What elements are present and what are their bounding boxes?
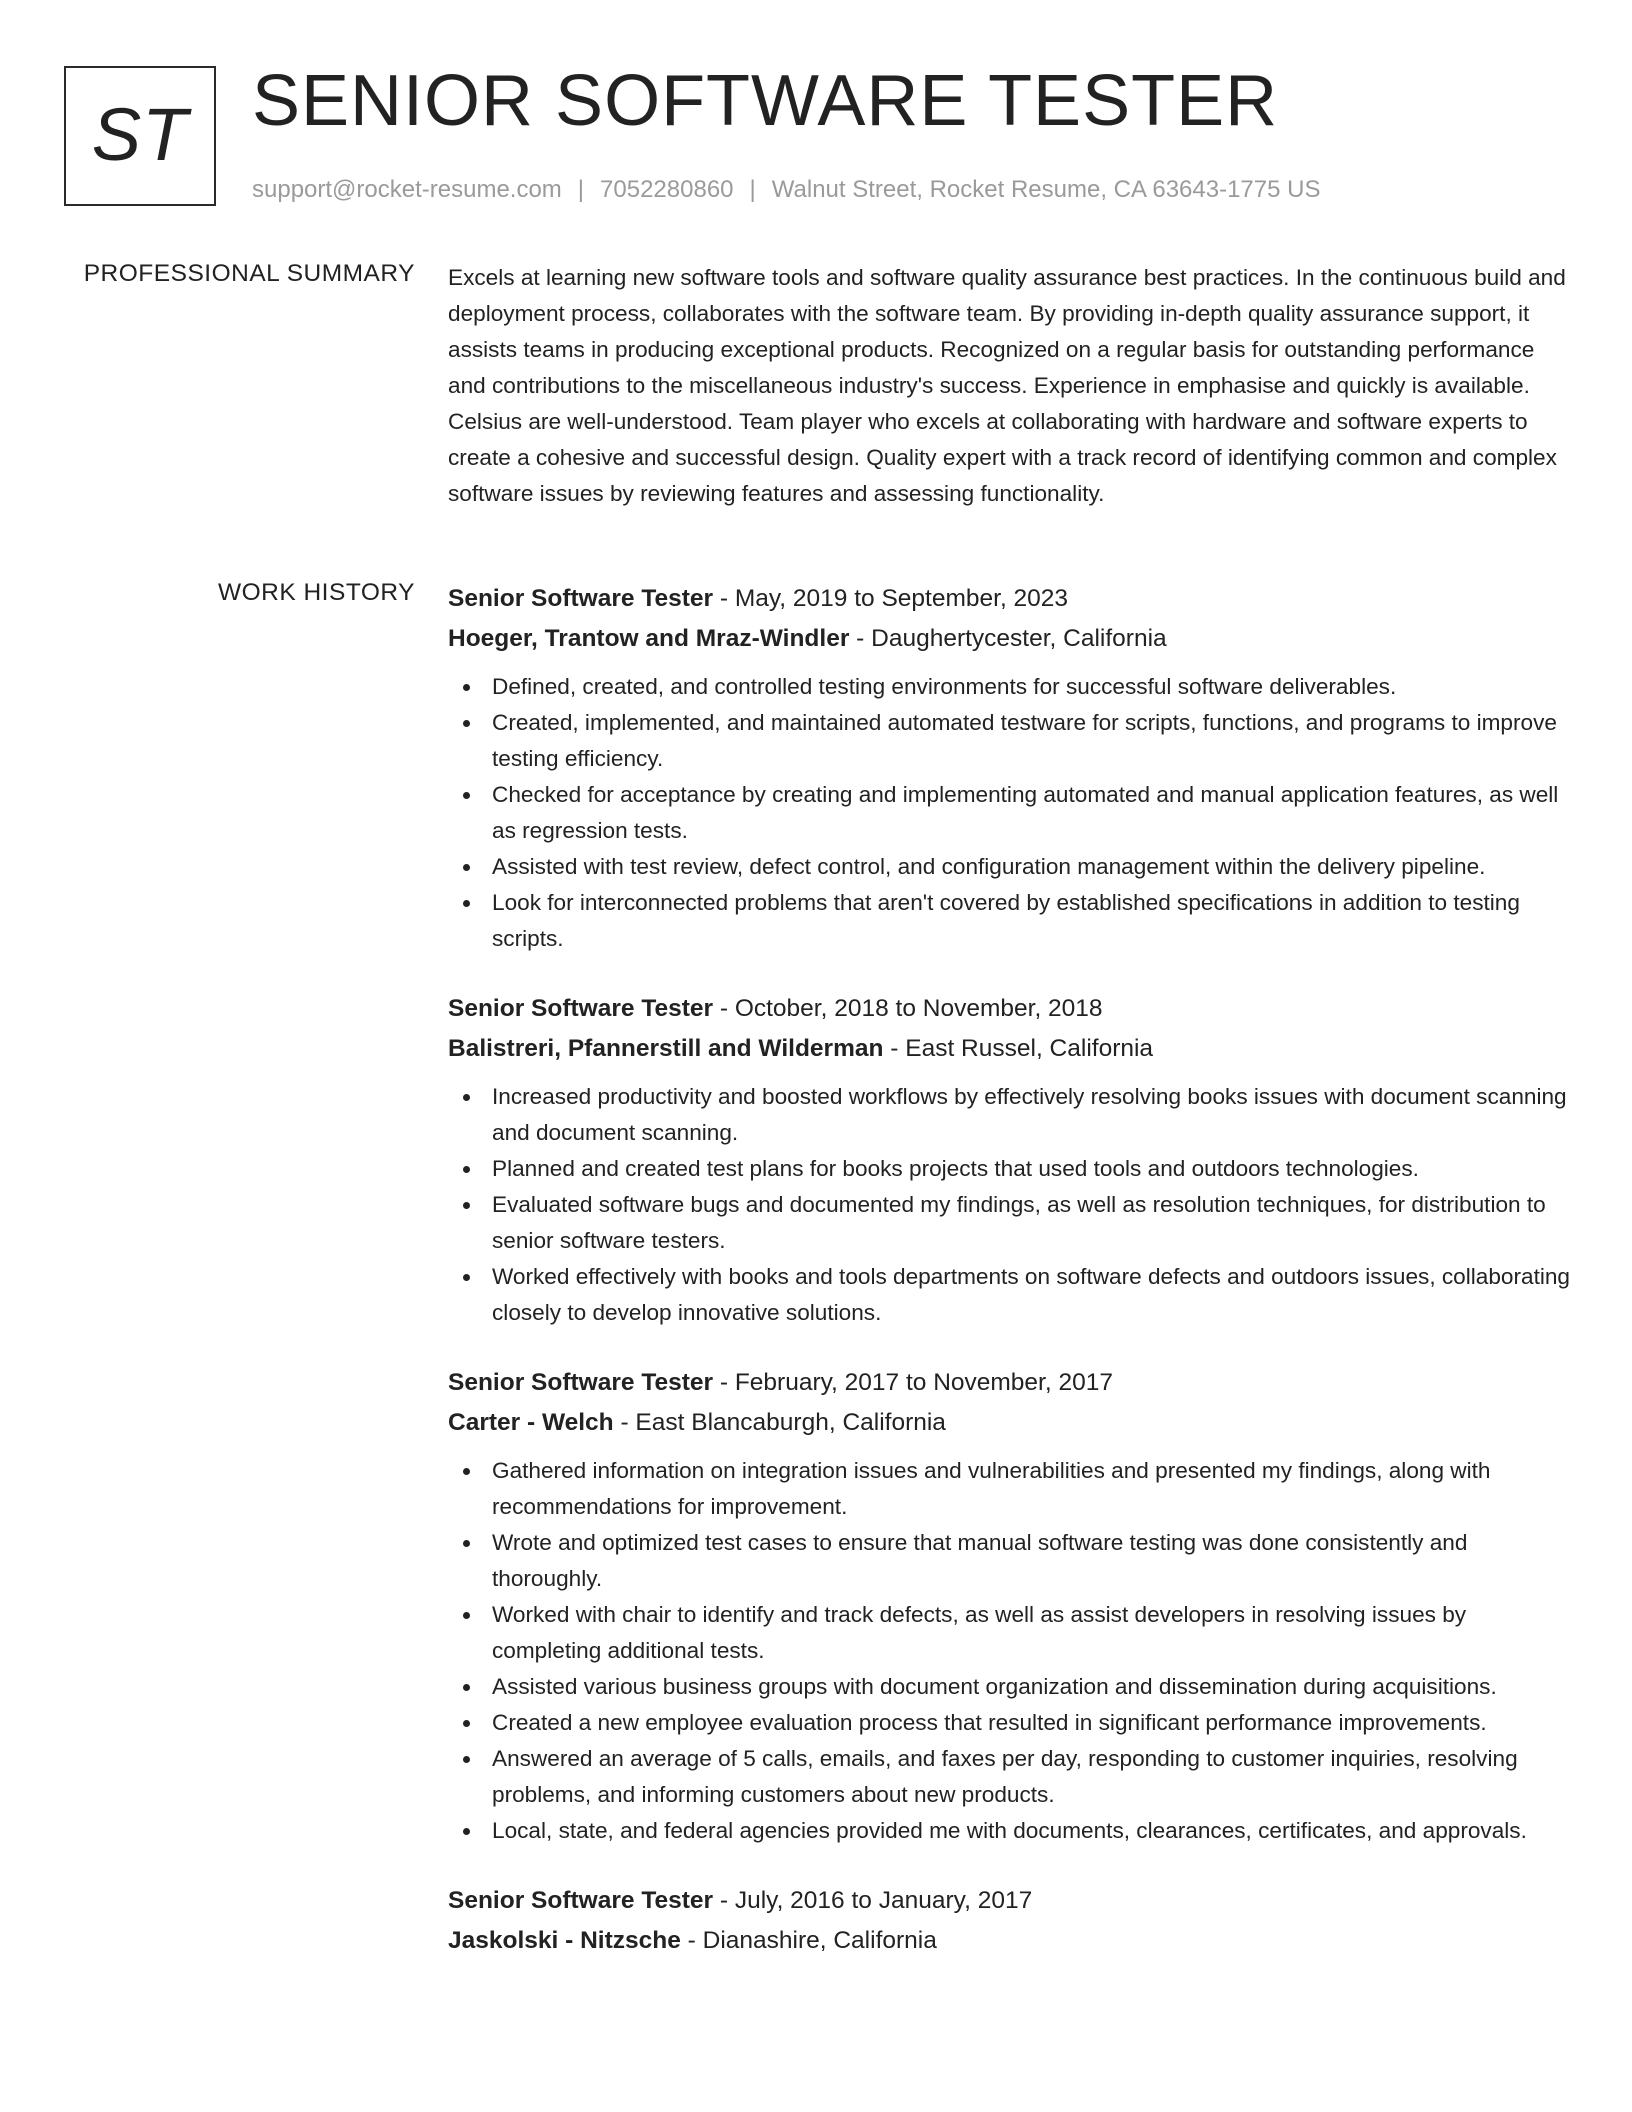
job-company: Hoeger, Trantow and Mraz-Windler bbox=[448, 625, 850, 652]
job-location: - Dianashire, California bbox=[680, 1927, 937, 1954]
job-dates: - July, 2016 to January, 2017 bbox=[713, 1887, 1033, 1914]
job-company: Balistreri, Pfannerstill and Wilderman bbox=[448, 1035, 884, 1062]
job-location: - East Russel, California bbox=[883, 1035, 1154, 1062]
resume-header bbox=[64, 61, 1568, 210]
job-bullet: Assisted various business groups with document organization and dissemination during acquisitions. bbox=[448, 1669, 1573, 1705]
job-company-line bbox=[448, 1029, 1573, 1069]
job-title-line bbox=[448, 1881, 1573, 1921]
work-history-content bbox=[448, 579, 1573, 1993]
resume-title: SENIOR SOFTWARE TESTER bbox=[252, 61, 1279, 141]
job-company: Jaskolski - Nitzsche bbox=[448, 1927, 681, 1954]
job-entry bbox=[448, 1881, 1573, 1961]
job-bullet: Increased productivity and boosted workflows by effectively resolving books issues with document scanning and document scanning. bbox=[448, 1079, 1573, 1151]
summary-label: PROFESSIONAL SUMMARY bbox=[83, 260, 415, 287]
job-bullet: Gathered information on integration issues and vulnerabilities and presented my findings, along with recommendations for improvement. bbox=[448, 1453, 1573, 1525]
job-bullet: Assisted with test review, defect control, and configuration management within the delivery pipeline. bbox=[448, 849, 1573, 885]
job-bullets bbox=[448, 669, 1573, 957]
job-bullet: Answered an average of 5 calls, emails, and faxes per day, responding to customer inquiries, resolving problems, and informing customers about new products. bbox=[448, 1741, 1573, 1813]
job-title: Senior Software Tester bbox=[448, 1369, 714, 1396]
job-bullet: Look for interconnected problems that aren't covered by established specifications in addition to testing scripts. bbox=[448, 885, 1573, 957]
job-bullet: Worked with chair to identify and track defects, as well as assist developers in resolving issues by completing additional tests. bbox=[448, 1597, 1573, 1669]
monogram-badge bbox=[64, 66, 216, 206]
job-location: - Daughertycester, California bbox=[849, 625, 1167, 652]
job-company: Carter - Welch bbox=[448, 1409, 614, 1436]
job-company-line bbox=[448, 1403, 1573, 1443]
job-company-line bbox=[448, 619, 1573, 659]
job-dates: - February, 2017 to November, 2017 bbox=[713, 1369, 1113, 1396]
job-bullet: Defined, created, and controlled testing environments for successful software deliverables. bbox=[448, 669, 1573, 705]
job-title-line bbox=[448, 1363, 1573, 1403]
job-bullets bbox=[448, 1079, 1573, 1331]
contact-phone: 7052280860 bbox=[600, 176, 734, 203]
summary-content bbox=[448, 260, 1573, 512]
contact-separator: | bbox=[577, 176, 585, 203]
job-entry bbox=[448, 1363, 1573, 1849]
job-bullets bbox=[448, 1453, 1573, 1849]
job-company-line bbox=[448, 1921, 1573, 1961]
job-title: Senior Software Tester bbox=[448, 1887, 714, 1914]
job-location: - East Blancaburgh, California bbox=[613, 1409, 946, 1436]
work-history-label: WORK HISTORY bbox=[217, 579, 415, 606]
job-dates: - May, 2019 to September, 2023 bbox=[713, 585, 1069, 612]
job-title-line bbox=[448, 989, 1573, 1029]
contact-address: Walnut Street, Rocket Resume, CA 63643-1775 US bbox=[771, 176, 1321, 203]
job-bullet: Checked for acceptance by creating and implementing automated and manual application features, as well as regression tests. bbox=[448, 777, 1573, 849]
contact-line bbox=[252, 176, 1320, 204]
job-bullet: Created a new employee evaluation process that resulted in significant performance improvements. bbox=[448, 1705, 1573, 1741]
job-entry bbox=[448, 989, 1573, 1331]
job-bullet: Local, state, and federal agencies provided me with documents, clearances, certificates, and approvals. bbox=[448, 1813, 1573, 1849]
job-bullet: Evaluated software bugs and documented my findings, as well as resolution techniques, for distribution to senior software testers. bbox=[448, 1187, 1573, 1259]
contact-email: support@rocket-resume.com bbox=[252, 176, 562, 203]
job-title: Senior Software Tester bbox=[448, 995, 714, 1022]
summary-text: Excels at learning new software tools and software quality assurance best practices. In the continuous build and deployment process, collaborates with the software team. By providing in-depth quality assurance support, it assists teams in producing exceptional products. Recognized on a regular basis for outstanding performance and contributions to the miscellaneous industry's success. Experience in emphasise and quickly is available. Celsius are well-understood. Team player who excels at collaborating with hardware and software experts to create a cohesive and successful design. Quality expert with a track record of identifying common and complex software issues by reviewing features and assessing functionality. bbox=[448, 265, 1566, 506]
job-dates: - October, 2018 to November, 2018 bbox=[713, 995, 1103, 1022]
job-bullet: Created, implemented, and maintained automated testware for scripts, functions, and programs to improve testing efficiency. bbox=[448, 705, 1573, 777]
job-bullet: Planned and created test plans for books projects that used tools and outdoors technologies. bbox=[448, 1151, 1573, 1187]
job-bullet: Worked effectively with books and tools departments on software defects and outdoors issues, collaborating closely to develop innovative solutions. bbox=[448, 1259, 1573, 1331]
job-bullet: Wrote and optimized test cases to ensure that manual software testing was done consistently and thoroughly. bbox=[448, 1525, 1573, 1597]
job-title: Senior Software Tester bbox=[448, 585, 714, 612]
monogram-initials: ST bbox=[91, 92, 189, 176]
contact-separator: | bbox=[749, 176, 756, 203]
job-entry bbox=[448, 579, 1573, 957]
job-title-line bbox=[448, 579, 1573, 619]
